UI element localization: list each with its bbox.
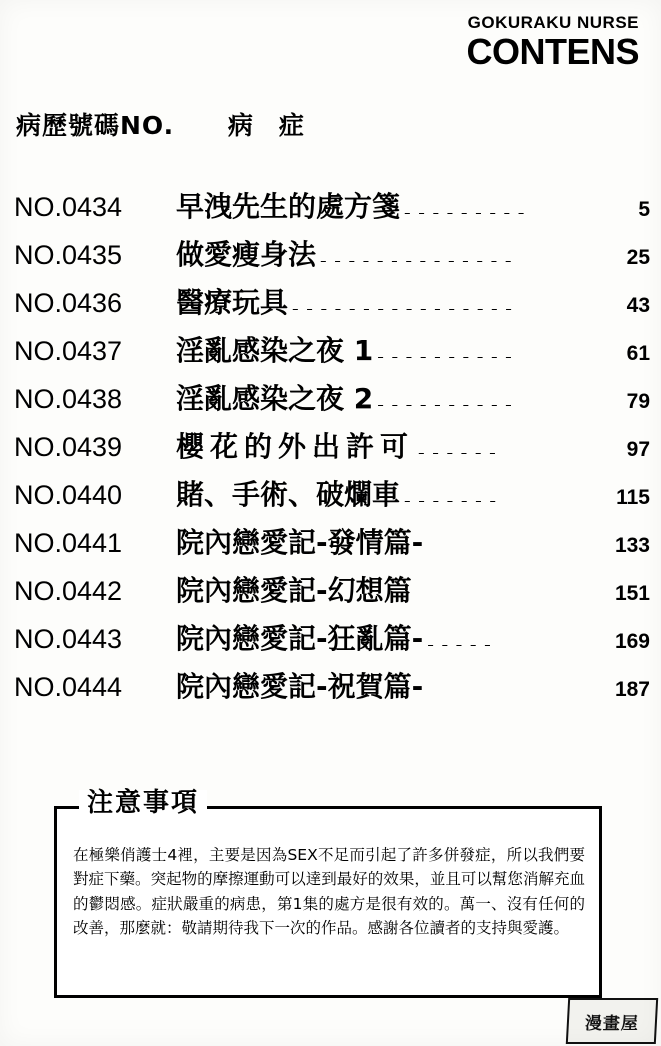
entry-title: 醫療玩具	[176, 286, 289, 319]
entry-number: NO.0436	[14, 288, 123, 318]
entry-title: 院內戀愛記-發情篇-	[176, 526, 424, 559]
page-title: CONTENS	[466, 31, 639, 72]
entry-page: 79	[626, 390, 650, 413]
leader-dots	[416, 597, 611, 598]
entry-title: 櫻花的外出許可	[176, 430, 415, 463]
entry-page: 25	[626, 246, 650, 269]
leader-dots	[404, 213, 612, 214]
entry-number: NO.0435	[14, 240, 123, 270]
entry-page: 169	[614, 630, 650, 653]
list-item[interactable]	[14, 521, 650, 569]
leader-dots	[377, 357, 612, 358]
leader-dots	[377, 405, 612, 406]
list-item[interactable]	[14, 473, 650, 521]
entry-number: NO.0442	[14, 576, 123, 606]
entry-number: NO.0444	[14, 672, 123, 702]
entry-page: 43	[626, 294, 650, 317]
entry-number: NO.0440	[14, 480, 123, 510]
entry-title: 院內戀愛記-幻想篇	[176, 574, 412, 607]
column-heading-symptom: 病症	[227, 111, 330, 140]
leader-dots	[404, 501, 612, 502]
entry-page: 97	[626, 438, 650, 461]
column-heading	[16, 106, 636, 142]
entry-page: 115	[616, 486, 650, 509]
entry-number: NO.0443	[14, 624, 123, 654]
entry-title: 淫亂感染之夜 2	[176, 382, 374, 415]
entry-number: NO.0438	[14, 384, 123, 414]
entry-title: 早洩先生的處方箋	[176, 190, 401, 223]
entry-number: NO.0439	[14, 432, 123, 462]
entry-title: 做愛瘦身法	[176, 238, 317, 271]
list-item[interactable]	[14, 185, 650, 233]
publisher-stamp: 漫畫屋	[566, 998, 658, 1044]
notice-body: 在極樂俏護士4裡，主要是因為SEX不足而引起了許多併發症，所以我們要對症下藥。突起物的摩擦運動可以達到最好的效果，並且可以幫您消解充血的鬱悶感。症狀嚴重的病患，第1集的處方是很有效的。萬一、沒有任何的改善，那麼就：敬請期待我下一次的作品。感謝各位讀者的支持與愛護。	[73, 846, 585, 938]
entry-page: 5	[638, 198, 650, 221]
list-item[interactable]	[14, 233, 650, 281]
entry-number: NO.0441	[14, 528, 123, 558]
page-header	[466, 14, 639, 71]
entry-number: NO.0434	[14, 192, 123, 222]
table-of-contents	[14, 185, 650, 713]
list-item[interactable]	[14, 569, 650, 617]
list-item[interactable]	[14, 329, 650, 377]
notice-title: 注意事項	[79, 790, 207, 816]
leader-dots	[427, 645, 611, 646]
entry-title: 賭、手術、破爛車	[176, 478, 401, 511]
list-item[interactable]	[14, 281, 650, 329]
list-item[interactable]	[14, 425, 650, 473]
series-title: GOKURAKU NURSE	[467, 13, 639, 32]
entry-page: 61	[626, 342, 650, 365]
entry-title: 院內戀愛記-祝賀篇-	[176, 670, 424, 703]
leader-dots	[320, 261, 612, 262]
entry-page: 151	[614, 582, 650, 605]
leader-dots	[292, 309, 612, 310]
entry-page: 187	[614, 678, 650, 701]
leader-dots	[418, 453, 612, 454]
entry-number: NO.0437	[14, 336, 123, 366]
entry-title: 淫亂感染之夜 1	[176, 334, 374, 367]
leader-dots	[427, 693, 611, 694]
list-item[interactable]	[14, 377, 650, 425]
list-item[interactable]	[14, 617, 650, 665]
leader-dots	[427, 549, 611, 550]
list-item[interactable]	[14, 665, 650, 713]
column-heading-number: 病歷號碼NO.	[16, 111, 175, 140]
notice-box	[54, 788, 602, 998]
entry-page: 133	[614, 534, 650, 557]
entry-title: 院內戀愛記-狂亂篇-	[176, 622, 424, 655]
